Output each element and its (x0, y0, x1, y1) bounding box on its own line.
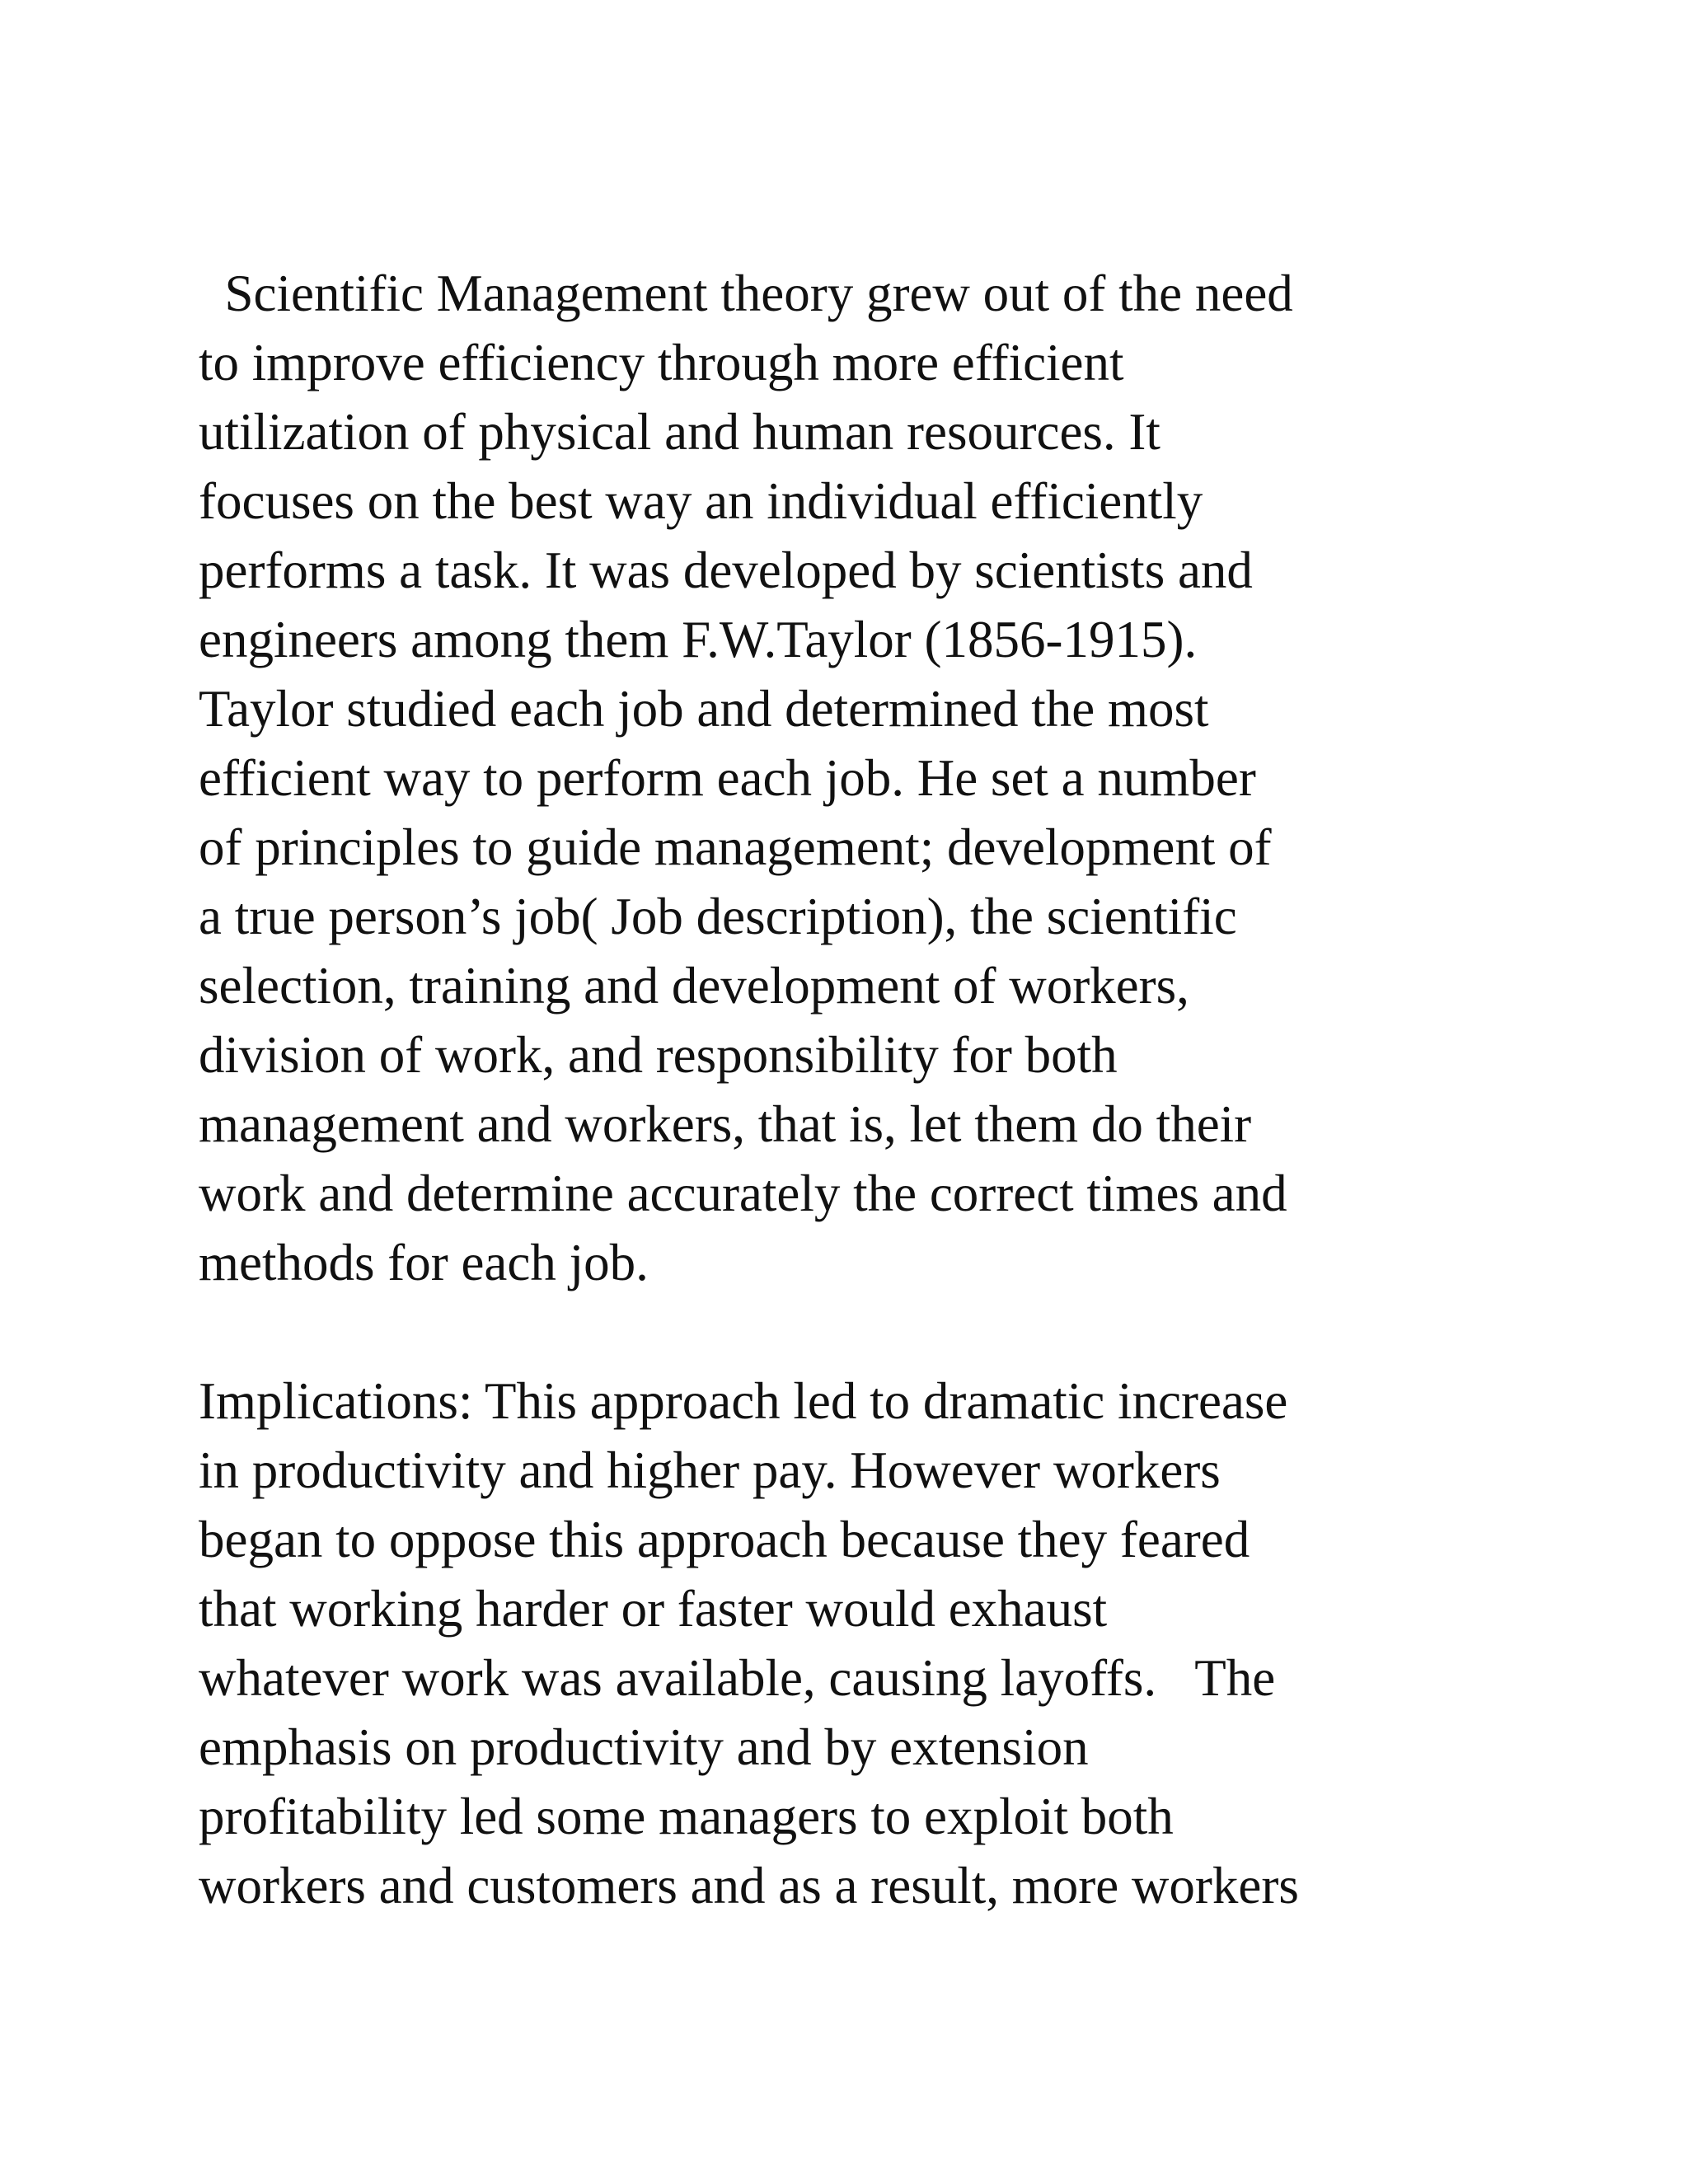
text-line: to improve efficiency through more efficient (199, 334, 1124, 391)
text-line: that working harder or faster would exhaust (199, 1580, 1108, 1638)
text-line: work and determine accurately the correct times and (199, 1165, 1287, 1222)
text-line: Taylor studied each job and determined the most (199, 680, 1209, 738)
text-line: a true person’s job( Job description), the scientific (199, 888, 1237, 945)
text-line: selection, training and development of workers, (199, 957, 1189, 1015)
text-line: management and workers, that is, let them do their (199, 1095, 1252, 1153)
text-line: utilization of physical and human resources. It (199, 403, 1160, 461)
text-line: focuses on the best way an individual efficiently (199, 472, 1203, 530)
paragraph-spacer (199, 1297, 1484, 1366)
text-line: whatever work was available, causing layoffs. The (199, 1649, 1276, 1707)
text-line: methods for each job. (199, 1234, 649, 1291)
text-line: division of work, and responsibility for both (199, 1026, 1118, 1084)
text-line: workers and customers and as a result, more workers (199, 1857, 1299, 1915)
body-text (199, 259, 1484, 1920)
text-line: efficient way to perform each job. He set a number (199, 749, 1256, 807)
paragraph-implications (199, 1366, 1484, 1920)
text-line: began to oppose this approach because they feared (199, 1511, 1250, 1568)
text-line: Scientific Management theory grew out of the need (199, 265, 1293, 322)
text-line: performs a task. It was developed by scientists and (199, 541, 1253, 599)
text-line: of principles to guide management; development of (199, 818, 1272, 876)
text-line: engineers among them F.W.Taylor (1856-1915). (199, 611, 1198, 668)
text-line: emphasis on productivity and by extension (199, 1718, 1089, 1776)
text-line: profitability led some managers to exploit both (199, 1788, 1174, 1845)
text-line: in productivity and higher pay. However workers (199, 1441, 1221, 1499)
text-line: Implications: This approach led to dramatic increase (199, 1372, 1288, 1430)
paragraph-scientific-management (199, 259, 1484, 1297)
